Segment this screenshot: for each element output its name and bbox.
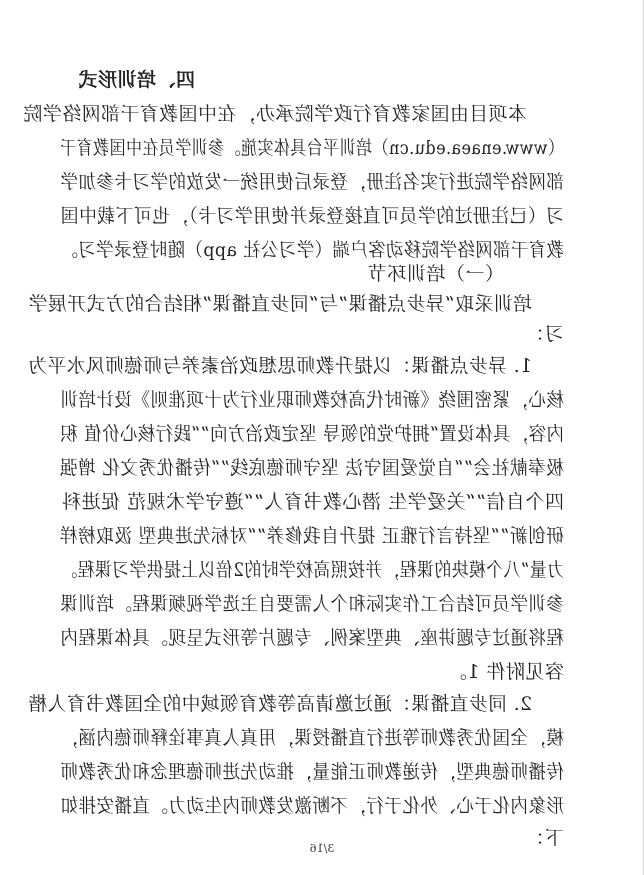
intro-line-1: 本项目由国家教育行政学院承办，在中国教育干部网络学院 [23, 103, 527, 125]
intro-line-2: （www.enaea.edu.cn）培训平台具体实施。参训学员在中国教育干 [59, 137, 564, 159]
item1-line-2: 核心，紧密围绕《新时代高校教师职业行为十项准则》设计培训 [60, 389, 564, 411]
method-line-2: 习： [524, 323, 564, 345]
intro-line-5: 教育干部网络学院移动客户端（学习公社 app）随时登录学习。 [60, 239, 564, 261]
item1-line-7: 力量”八个模块的课程，并按照高校学时的2倍以上提供学习课程。 [60, 559, 564, 581]
intro-line-4: 习（已注册过的学员可直接登录并使用学习卡），也可下载中国 [60, 205, 564, 227]
intro-line-3: 部网络学院进行实名注册，登录后使用统一发放的学习卡参加学 [60, 171, 564, 193]
item1-line-8: 参训学员可结合工作实际和个人需要自主选学视频课程。培训课 [60, 593, 564, 615]
item2-line-3: 传播师德典型，传递教师正能量，推动先进师德理念和优秀教师 [60, 761, 564, 783]
item1-line-1: 1. 异步点播课：以提升教师思想政治素养与师德师风水平为 [28, 355, 532, 377]
item2-line-2: 模，全国优秀教师等进行直播授课，用真人真事诠释师德内涵， [60, 727, 564, 749]
item2-line-5: 下： [524, 827, 564, 849]
section-title: 四、培训形式 [78, 69, 196, 91]
page-number: 3/16 [309, 842, 335, 855]
item2-line-4: 形象内化于心、外化于行，不断激发教师内生动力。直播安排如 [60, 795, 564, 817]
item2-line-1: 2. 同步直播课：通过邀请高等教育领域中的全国教书育人楷 [28, 693, 532, 715]
subheading-training-stages: （一）培训环节 [367, 263, 504, 285]
item1-line-6: 研创新”“坚持言行雅正 提升自我修养”“对标先进典型 汲取榜样 [59, 525, 564, 547]
item1-line-3: 内容，具体设置“拥护党的领导 坚定政治方向”“践行核心价值 积 [60, 423, 564, 445]
item1-line-10: 容见附件 1。 [447, 661, 564, 683]
item1-line-5: 四个自信”“关爱学生 潜心教书育人”“遵守学术规范 促进科 [61, 491, 564, 513]
item1-line-4: 极奉献社会”“自觉爱国守法 坚守师德底线”“传播优秀文化 增强 [59, 457, 564, 479]
method-line-1: 培训采取“异步点播课”与“同步直播课”相结合的方式开展学 [28, 293, 532, 315]
item1-line-9: 程将通过专题讲座、典型案例、专题片等形式呈现。具体课程内 [60, 627, 564, 649]
